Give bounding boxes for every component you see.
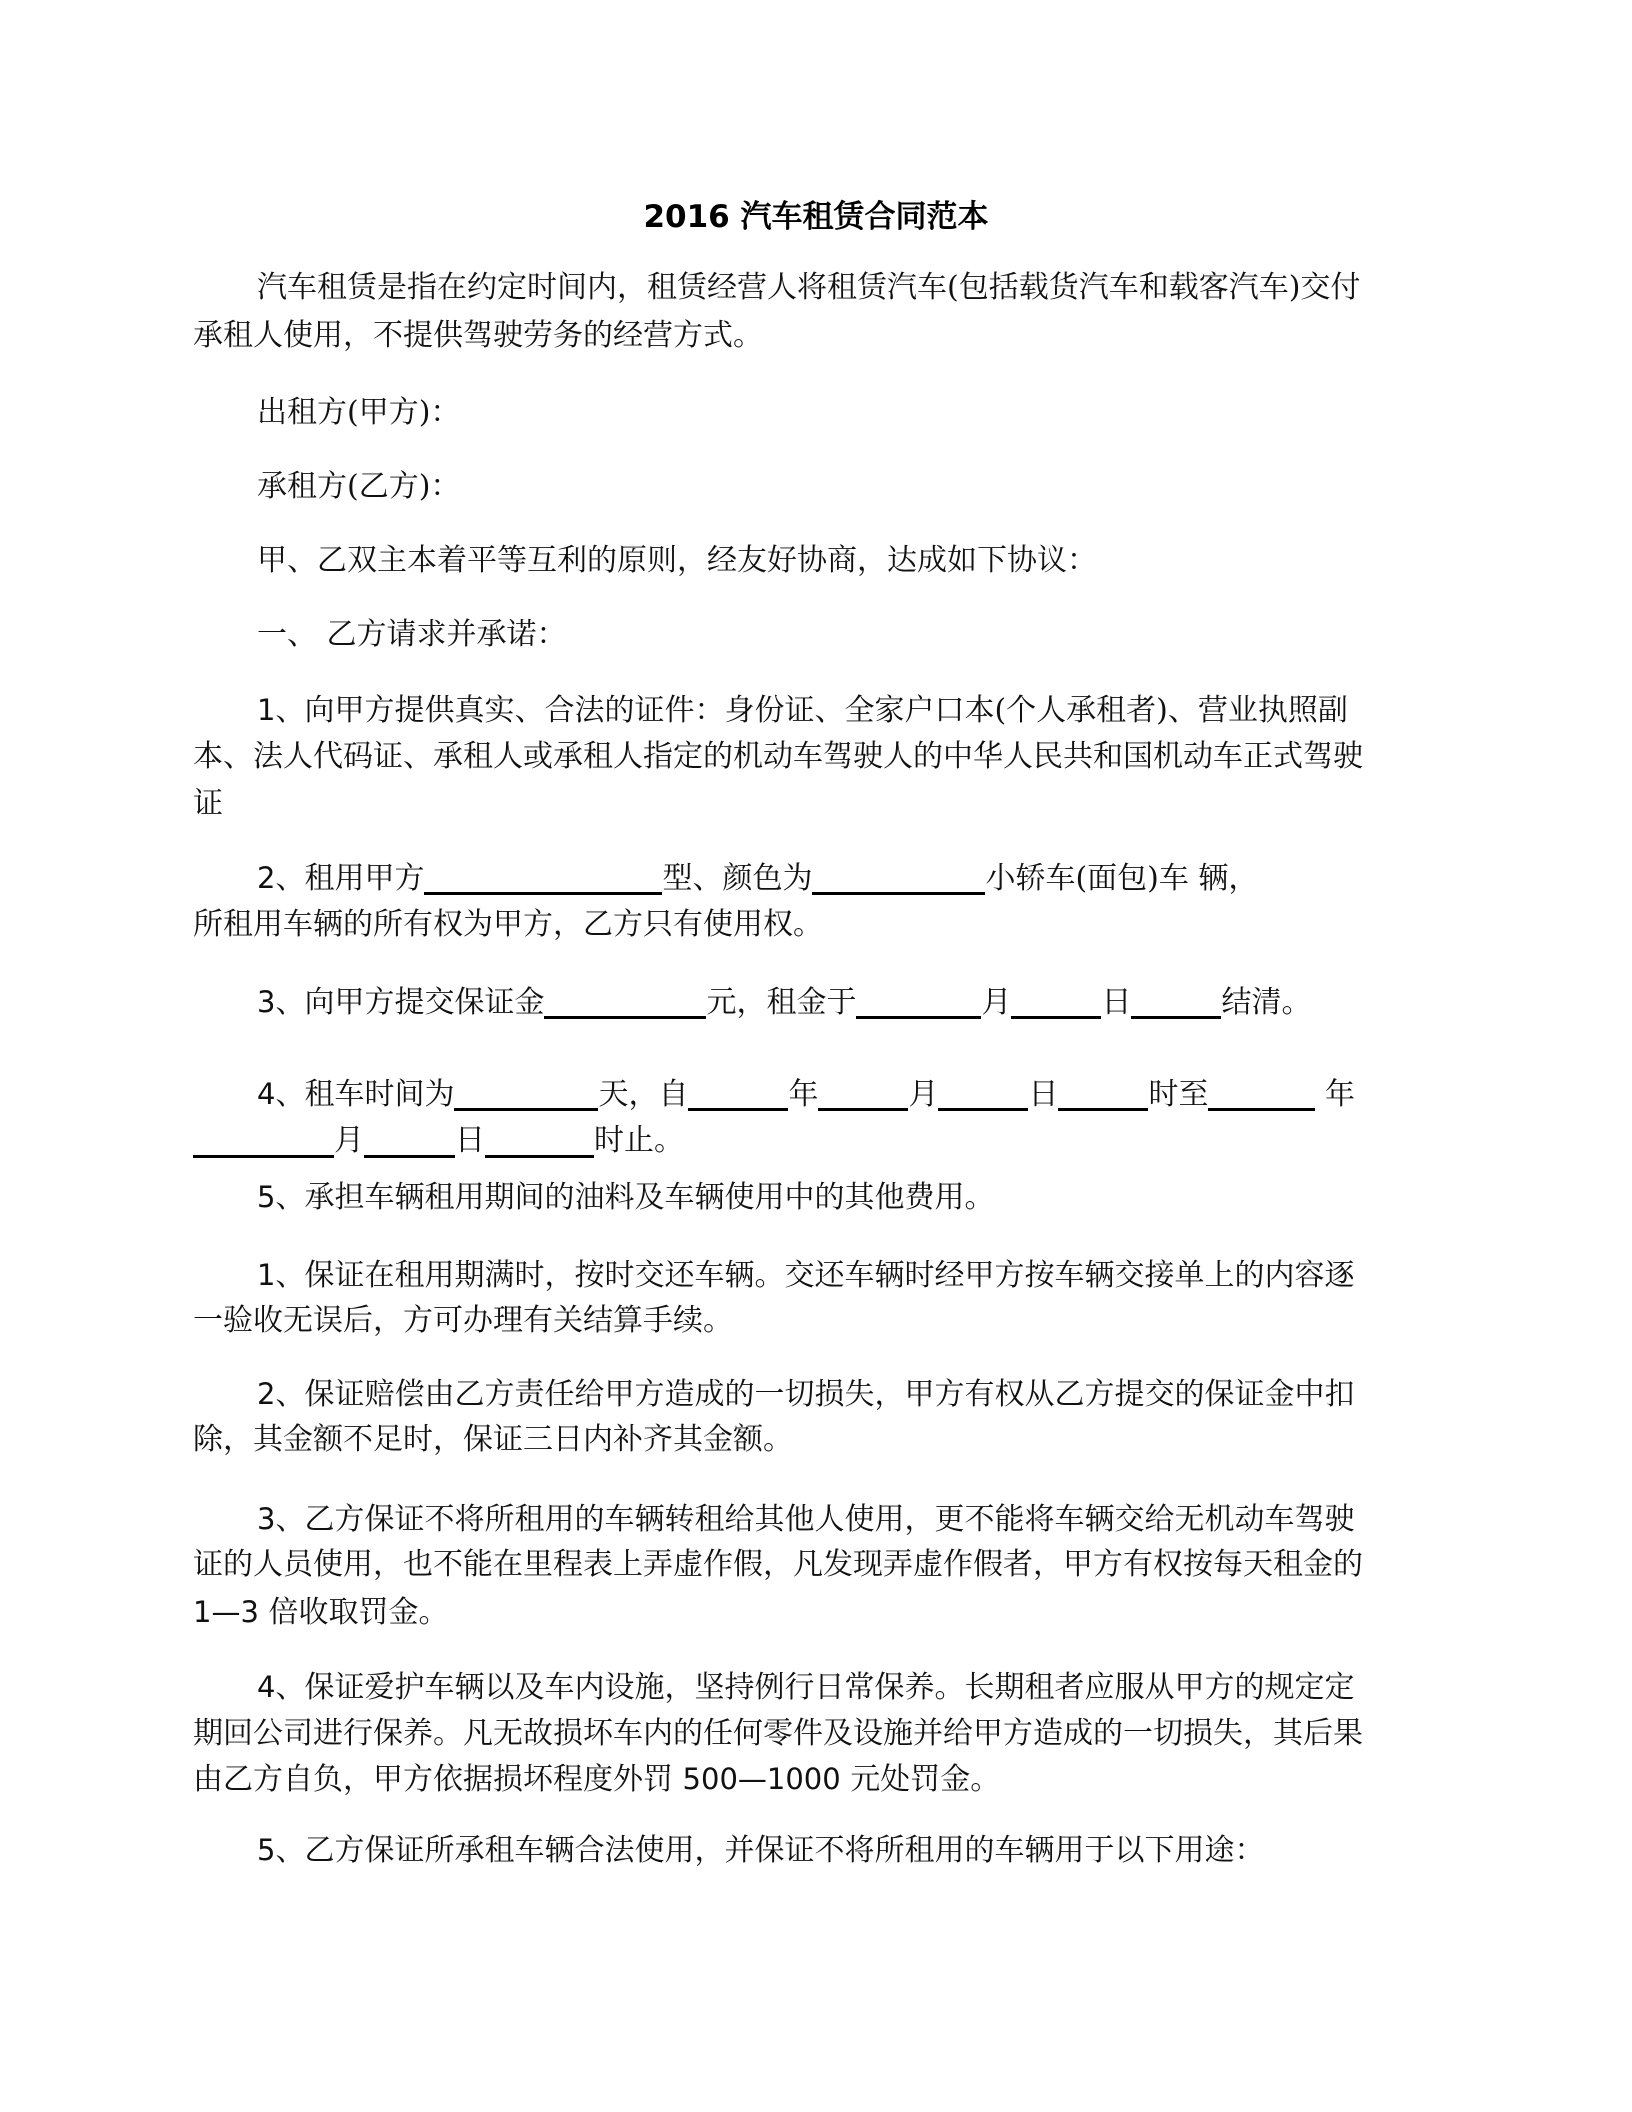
clause-number: 2、 bbox=[257, 1377, 305, 1411]
clause-2-line-1: 2、租用甲方 型、颜色为 小轿车(面包)车 辆， bbox=[257, 858, 1258, 898]
guarantee-3-line-1: 3、乙方保证不将所租用的车辆转租给其他人使用，更不能将车辆交给无机动车驾驶 bbox=[257, 1502, 1355, 1537]
clause-number: 3、 bbox=[257, 1502, 305, 1536]
guarantee-5-line: 5、乙方保证所承租车辆合法使用，并保证不将所租用的车辆用于以下用途： bbox=[257, 1833, 1265, 1868]
clause-4-line-2: 月 日 时止。 bbox=[193, 1121, 684, 1161]
clause-number: 3、 bbox=[257, 985, 305, 1019]
guarantee-2-line-2: 除，其金额不足时，保证三日内补齐其金额。 bbox=[193, 1422, 793, 1457]
lessor-label: 出租方(甲方)： bbox=[257, 395, 461, 430]
clause-number: 4、 bbox=[257, 1670, 305, 1704]
vehicle-model-blank[interactable] bbox=[424, 858, 662, 895]
end-hour-blank[interactable] bbox=[485, 1121, 594, 1158]
vehicle-color-blank[interactable] bbox=[812, 858, 985, 895]
clause-number: 1、 bbox=[257, 1258, 305, 1292]
clause-number: 5、 bbox=[257, 1180, 305, 1214]
start-month-blank[interactable] bbox=[818, 1074, 908, 1111]
clause-5-line: 5、承担车辆租用期间的油料及车辆使用中的其他费用。 bbox=[257, 1180, 995, 1215]
intro-line-2: 承租人使用，不提供驾驶劳务的经营方式。 bbox=[193, 318, 763, 353]
rental-days-blank[interactable] bbox=[454, 1074, 598, 1111]
clause-3-line: 3、向甲方提交保证金 元，租金于 月 日 结清。 bbox=[257, 982, 1311, 1022]
clause-number: 5、 bbox=[257, 1833, 305, 1867]
clause-1-line-1: 1、向甲方提供真实、合法的证件：身份证、全家户口本(个人承租者)、营业执照副 bbox=[257, 693, 1348, 728]
deposit-amount-blank[interactable] bbox=[544, 982, 706, 1019]
lessee-label: 承租方(乙方)： bbox=[257, 469, 461, 504]
end-month-blank[interactable] bbox=[193, 1121, 334, 1158]
clause-number: 1、 bbox=[257, 693, 305, 727]
clause-1-line-3: 证 bbox=[193, 786, 223, 821]
guarantee-2-line-1: 2、保证赔偿由乙方责任给甲方造成的一切损失，甲方有权从乙方提交的保证金中扣 bbox=[257, 1377, 1355, 1412]
intro-line-1: 汽车租赁是指在约定时间内，租赁经营人将租赁汽车(包括载货汽车和载客汽车)交付 bbox=[257, 270, 1361, 305]
start-year-blank[interactable] bbox=[688, 1074, 788, 1111]
clause-4-line-1: 4、租车时间为 天，自 年 月 日 时至 年 bbox=[257, 1074, 1355, 1114]
guarantee-3-line-3: 1—3 倍收取罚金。 bbox=[193, 1595, 449, 1630]
guarantee-4-line-3: 由乙方自负，甲方依据损坏程度外罚 500—1000 元处罚金。 bbox=[193, 1762, 1001, 1797]
clause-number: 2、 bbox=[257, 861, 305, 895]
guarantee-4-line-2: 期回公司进行保养。凡无故损坏车内的任何零件及设施并给甲方造成的一切损失，其后果 bbox=[193, 1716, 1363, 1751]
guarantee-1-line-2: 一验收无误后，方可办理有关结算手续。 bbox=[193, 1303, 733, 1338]
clause-2-line-2: 所租用车辆的所有权为甲方，乙方只有使用权。 bbox=[193, 907, 823, 942]
end-day-blank[interactable] bbox=[364, 1121, 455, 1158]
agreement-intro: 甲、乙双主本着平等互利的原则，经友好协商，达成如下协议： bbox=[257, 543, 1097, 578]
settle-day-blank[interactable] bbox=[1011, 982, 1101, 1019]
start-hour-blank[interactable] bbox=[1058, 1074, 1148, 1111]
guarantee-4-line-1: 4、保证爱护车辆以及车内设施，坚持例行日常保养。长期租者应服从甲方的规定定 bbox=[257, 1670, 1355, 1705]
start-day-blank[interactable] bbox=[938, 1074, 1028, 1111]
guarantee-3-line-2: 证的人员使用，也不能在里程表上弄虚作假，凡发现弄虚作假者，甲方有权按每天租金的 bbox=[193, 1547, 1363, 1582]
settle-month-blank[interactable] bbox=[856, 982, 981, 1019]
document-title: 2016 汽车租赁合同范本 bbox=[643, 199, 989, 235]
clause-number: 4、 bbox=[257, 1077, 305, 1111]
end-year-blank[interactable] bbox=[1208, 1074, 1315, 1111]
clause-1-line-2: 本、法人代码证、承租人或承租人指定的机动车驾驶人的中华人民共和国机动车正式驾驶 bbox=[193, 739, 1363, 774]
settle-time-blank[interactable] bbox=[1131, 982, 1221, 1019]
section-one-heading: 一、 乙方请求并承诺： bbox=[257, 617, 567, 652]
guarantee-1-line-1: 1、保证在租用期满时，按时交还车辆。交还车辆时经甲方按车辆交接单上的内容逐 bbox=[257, 1258, 1355, 1293]
